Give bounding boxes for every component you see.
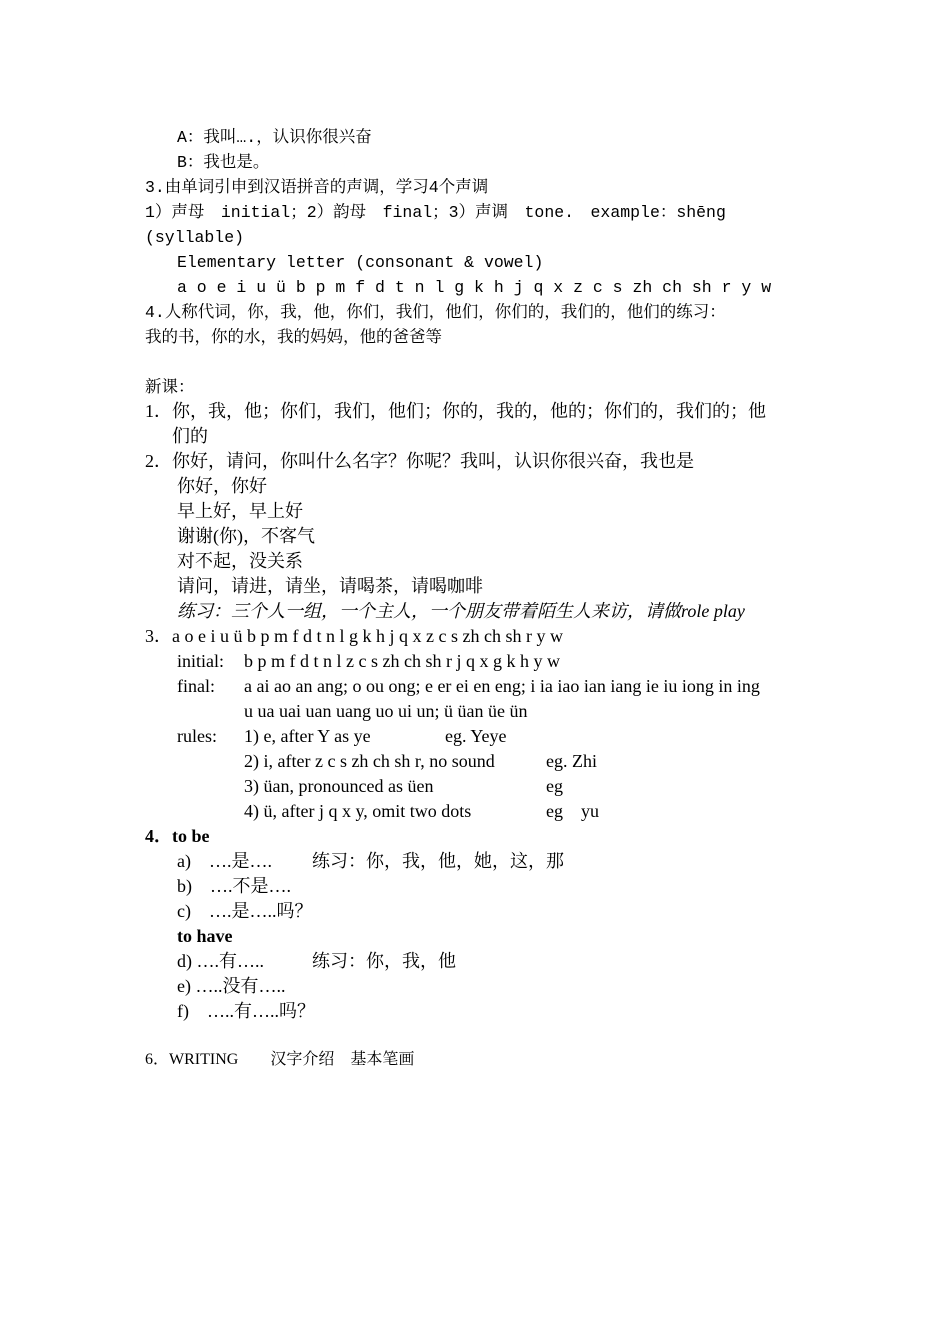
- item3-title: 3.由单词引申到汉语拼音的声调，学习4个声调: [145, 178, 489, 197]
- rule-text: 3) üan, pronounced as üen: [244, 776, 434, 796]
- rule-text: 1) e, after Y as ye: [244, 726, 371, 746]
- final-value-1: a ai ao an ang; o ou ong; e er ei en eng; i ia iao ian iang ie iu iong in ing: [244, 676, 760, 696]
- list-item: 谢谢(你)，不客气: [177, 526, 315, 546]
- item4-line1: 4.人称代词，你，我，他，你们，我们，他们，你们的，我们的，他们的练习：: [145, 303, 726, 322]
- list-item: 你好，你好: [177, 476, 267, 496]
- to-have-item: d) ….有…..: [177, 951, 264, 971]
- section1-line1: 1．你，我，他；你们，我们，他们；你的，我的，他的；你们的，我们的；他: [145, 401, 766, 421]
- rule-example: eg. Zhi: [546, 751, 597, 771]
- item3-line3: Elementary letter (consonant & vowel): [177, 253, 544, 272]
- to-have-item: f) …..有…..吗？: [177, 1001, 315, 1021]
- section3-title: 3．a o e i u ü b p m f d t n l g k h j q x z c s zh ch sh r y w: [145, 626, 563, 646]
- final-label: final:: [177, 676, 215, 696]
- initial-value: b p m f d t n l z c s zh ch sh r j q x g k h y w: [244, 651, 560, 671]
- final-value-2: u ua uai uan uang uo ui un; ü üan üe ün: [244, 701, 528, 721]
- section1-line2: 们的: [172, 426, 208, 446]
- new-lesson-heading: 新课：: [145, 378, 195, 397]
- rule-text: 2) i, after z c s zh ch sh r, no sound: [244, 751, 495, 771]
- to-be-item: b) ….不是….: [177, 876, 291, 896]
- item3-line1: 1）声母 initial；2）韵母 final；3）声调 tone. example：shēng: [145, 203, 726, 222]
- to-have-item: e) …..没有…..: [177, 976, 286, 996]
- dialogue-b: B：我也是。: [177, 153, 270, 172]
- rule-text: 4) ü, after j q x y, omit two dots: [244, 801, 472, 821]
- initial-label: initial:: [177, 651, 224, 671]
- rule-example: eg: [546, 776, 563, 796]
- to-have-practice: 练习：你，我，他: [312, 951, 456, 971]
- section6-writing: 6．WRITING 汉字介绍 基本笔画: [145, 1051, 415, 1068]
- section2-title: 2．你好，请问，你叫什么名字？你呢？我叫，认识你很兴奋，我也是: [145, 451, 694, 471]
- list-item: 请问，请进，请坐，请喝茶，请喝咖啡: [177, 576, 483, 596]
- section4-title: 4．to be: [145, 826, 210, 846]
- item4-line2: 我的书，你的水，我的妈妈，他的爸爸等: [145, 328, 442, 347]
- rule-example: eg yu: [546, 801, 599, 821]
- rules-label: rules:: [177, 726, 217, 746]
- to-be-item: a) ….是….: [177, 851, 272, 871]
- item3-line2: (syllable): [145, 228, 245, 247]
- to-be-item: c) ….是…..吗？: [177, 901, 313, 921]
- list-item: 早上好，早上好: [177, 501, 303, 521]
- to-have-title: to have: [177, 926, 233, 946]
- section2-practice: 练习：三个人一组，一个主人，一个朋友带着陌生人来访，请做role play: [177, 601, 745, 621]
- to-be-practice: 练习：你，我，他，她，这，那: [312, 851, 564, 871]
- rule-example: eg. Yeye: [445, 726, 507, 746]
- item3-line4: a o e i u ü b p m f d t n l g k h j q x z c s zh ch sh r y w: [177, 278, 772, 297]
- list-item: 对不起，没关系: [177, 551, 303, 571]
- dialogue-a: A：我叫….，认识你很兴奋: [177, 128, 372, 147]
